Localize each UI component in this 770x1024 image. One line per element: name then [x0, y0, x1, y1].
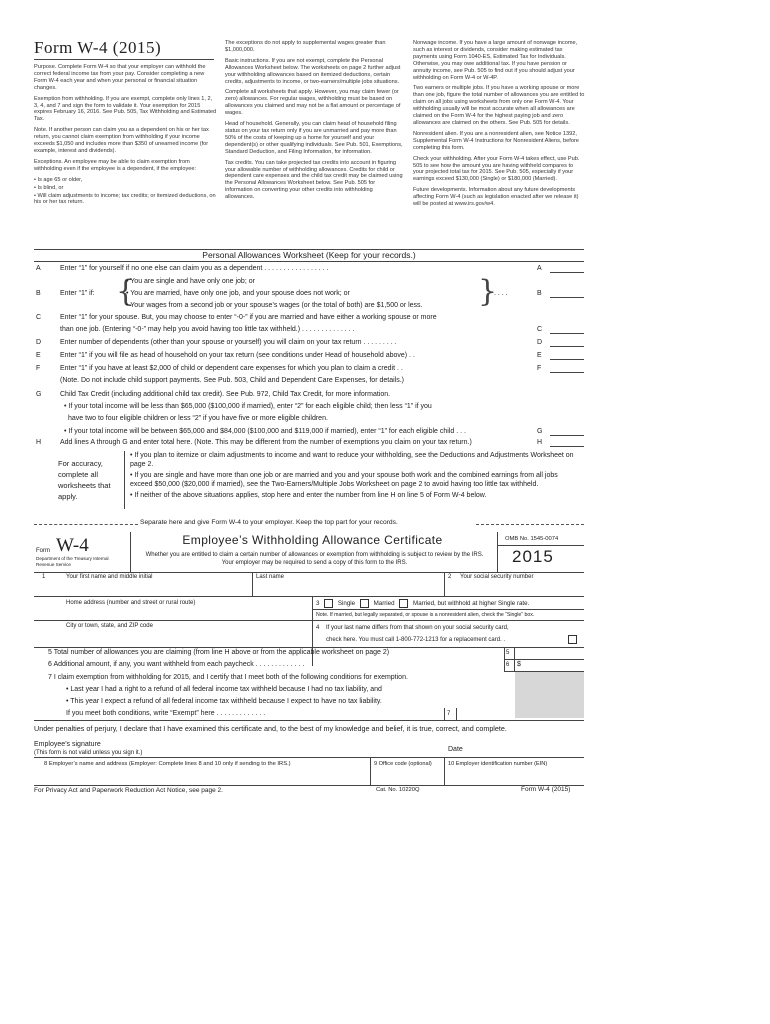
ws-letter-e: E — [36, 352, 41, 359]
line5-text: 5 Total number of allowances you are claiming (from line H above or from the applicable worksheet on page 2) — [48, 649, 390, 656]
signature-label-2: (This form is not valid unless you sign it.) — [34, 750, 143, 756]
ws-end-d: D — [537, 339, 543, 346]
ws-text-a: Enter “1” for yourself if no one else can claim you as a dependent . . . . . . . . . . . . . . . . . — [60, 265, 329, 272]
line7-bullet-2: • This year I expect a refund of all federal income tax withheld because I expect to have no tax liability. — [66, 698, 382, 705]
cert-subtitle: Whether you are entitled to claim a certain number of allowances or exemption from withholding is subject to review by the IRS. Your employer may be required to send a copy of this form to the IRS. — [145, 552, 484, 566]
ws-field-a[interactable] — [550, 272, 584, 273]
ws-end-a: A — [537, 265, 542, 272]
instr-check: Check your withholding. After your Form W-4 takes effect, use Pub. 505 to see how the amount you are having withheld compares to your projected total tax for 2015. See Pub. 505, especially if your earnings exceed $130,000 (Single) or $180,000 (Married). — [413, 155, 580, 183]
ws-text-g4: • If your total income will be between $65,000 and $84,000 ($100,000 and $119,000 if married), enter “1” for each eligible child . . . — [64, 428, 466, 435]
ws-field-g[interactable] — [550, 435, 584, 436]
line4-text1: If your last name differs from that shown on your social security card, — [326, 625, 509, 631]
ws-letter-d: D — [36, 339, 42, 346]
single-checkbox[interactable] — [324, 599, 333, 608]
ws-letter-b: B — [36, 290, 41, 297]
cert-year: 2015 — [512, 547, 554, 566]
line6-num: 6 — [506, 662, 510, 668]
line4-num: 4 — [316, 625, 320, 631]
instr-age: • Is age 65 or older, — [34, 176, 83, 183]
line3-row — [316, 599, 529, 608]
cert-title: Employee’s Withholding Allowance Certificate — [182, 533, 443, 547]
line1-rule — [34, 596, 584, 597]
address-rule — [34, 620, 584, 621]
ws-lead-b: Enter “1” if: — [60, 290, 95, 297]
line7-box-mid — [456, 708, 457, 720]
city-rule — [34, 647, 584, 648]
line4-text2: check here. You must call 1-800-772-1213 for a replacement card. . — [326, 637, 506, 643]
cert-form-label: Form — [36, 548, 50, 554]
instr-nonwage: Nonwage income. If you have a large amount of nonwage income, such as interest or dividends, consider making estimated tax payments using Form 1040-ES, Estimated Tax for Individuals. Otherwise, you may owe additional tax. If you have pension or annuity income, see Pub. 505 to find out if you should adjust your withholding on Form W-4 or W-4P. — [413, 40, 578, 81]
instr-claims: • Will claim adjustments to income; tax credits; or itemized deductions, on his or her tax return. — [34, 192, 216, 206]
instructions-column-1 — [34, 64, 218, 210]
allowances-input[interactable] — [516, 648, 582, 658]
line8-label: 8 Employer’s name and address (Employer: Complete lines 8 and 10 only if sending to the IRS.) — [44, 761, 291, 767]
line7-bullet-1: • Last year I had a right to a refund of all federal income tax withheld because I had no tax liability, and — [66, 686, 382, 693]
accuracy-bullet-1: • If you plan to itemize or claim adjustments to income and want to reduce your withholding, see the Deductions and Adjustments Worksheet on page 2. — [130, 452, 574, 468]
ws-text-c1: Enter “1” for your spouse. But, you may choose to enter “-0-” if you are married and have either a working spouse or more — [60, 314, 437, 321]
line7-text: 7 I claim exemption from withholding for 2015, and I certify that I meet both of the following conditions for exemption. — [48, 674, 408, 681]
ws-end-g: G — [537, 428, 543, 435]
footer-form-ref: Form W-4 (2015) — [521, 786, 571, 793]
signature-rule — [34, 757, 584, 758]
last-name-label: Last name — [256, 574, 285, 580]
line7-exempt-text: If you meet both conditions, write “Exempt” here . . . . . . . . . . . . . — [66, 710, 266, 717]
married-label: Married — [373, 600, 395, 608]
ws-text-f1: Enter “1” if you have at least $2,000 of child or dependent care expenses for which you plan to claim a credit . . — [60, 365, 403, 372]
married-higher-checkbox[interactable] — [399, 599, 408, 608]
accuracy-bullets — [130, 451, 582, 500]
form-title: Form W-4 (2015) — [34, 38, 162, 57]
instr-two-earners: Two earners or multiple jobs. If you have a working spouse or more than one job, figure the total number of allowances you are entitled to claim on all jobs using worksheets from only one Form W-4. Your withholding usually will be most accurate when all allowances are claimed on the Form W-4 for the highest paying job and zero allowances are claimed on the others. See Pub. 505 for details. — [413, 85, 585, 126]
ssn-input[interactable] — [448, 582, 582, 594]
instr-supplemental: The exceptions do not apply to supplemental wages greater than $1,000,000. — [225, 40, 386, 53]
accuracy-label: For accuracy, complete all worksheets that apply. — [58, 459, 111, 501]
ws-letter-f: F — [36, 365, 41, 372]
brace-right: } — [478, 274, 498, 309]
accuracy-bullet-2: • If you are single and have more than one job or are married and you and your spouse both work and the combined earnings from all jobs exceed $50,000 ($20,000 if married), see the Two-Earners/Multiple Jobs Worksheet on page 2 to avoid having too little tax withheld. — [130, 472, 558, 488]
single-label: Single — [337, 600, 356, 608]
ws-text-c2: than one job. (Entering “-0-” may help you avoid having too little tax withheld.) . . . . . . . . . . . . . . — [60, 326, 355, 333]
instr-purpose: Purpose. Complete Form W-4 so that your employer can withhold the correct federal income tax from your pay. Consider completing a new Form W-4 each year and when your personal or financial situation changes. — [34, 64, 206, 91]
line1-num: 1 — [42, 574, 46, 580]
brace-left: { — [116, 274, 136, 309]
ws-end-h: H — [537, 439, 543, 446]
line1-divider — [252, 572, 253, 596]
address-input[interactable] — [60, 608, 310, 620]
instructions-column-3 — [413, 40, 585, 212]
ws-text-g3: have two to four eligible children or less “2” if you have five or more eligible children. — [68, 415, 328, 422]
line3-note-rule — [312, 609, 584, 610]
cert-omb: OMB No. 1545-0074 — [505, 536, 559, 542]
perjury-statement: Under penalties of perjury, I declare that I have examined this certificate and, to the best of my knowledge and belief, it is true, correct, and complete. — [34, 724, 507, 733]
ws-line-b — [34, 276, 584, 312]
ws-field-c[interactable] — [550, 333, 584, 334]
instr-exemption: Exemption from withholding. If you are exempt, complete only lines 1, 2, 3, 4, and 7 and sign the form to validate it. Your exemption for 2015 expires February 16, 2016. See Pub. 505, Tax Withholding and Estimated Tax. — [34, 95, 217, 123]
accuracy-bracket — [124, 451, 125, 509]
married-higher-label: Married, but withhold at higher Single rate. — [413, 600, 530, 608]
instr-basic: Basic instructions. If you are not exempt, complete the Personal Allowances Worksheet below. The worksheets on page 2 further adjust your withholding allowances based on itemized deductions, certain credits, adjustments to income, or two-earners/multiple jobs situations. — [225, 57, 401, 85]
line7-num: 7 — [447, 711, 451, 717]
last-name-input[interactable] — [256, 582, 442, 594]
instr-worksheets: Complete all worksheets that apply. However, you may claim fewer (or zero) allowances. For regular wages, withholding must be based on allowances you claimed and may not be a flat amount or percentage of wages. — [225, 89, 401, 117]
cert-header-divider-right — [497, 532, 498, 572]
ws-bullet-b3: • Your wages from a second job or your spouse’s wages (or the total of both) are $1,500 or less. — [126, 302, 423, 309]
instructions-column-2 — [225, 40, 403, 205]
date-field[interactable] — [470, 742, 580, 756]
instr-exceptions: Exceptions. An employee may be able to claim exemption from withholding even if the employee is a dependent, if the employee: — [34, 158, 197, 172]
instr-tax-credits: Tax credits. You can take projected tax credits into account in figuring your allowable number of withholding allowances. Credits for child or dependent care expenses and the child tax credit may be claimed using the Personal Allowances Worksheet below. See Pub. 505 for information on converting your other credits into withholding allowances. — [225, 159, 403, 201]
office-code-input[interactable] — [374, 769, 440, 783]
city-label: City or town, state, and ZIP code — [66, 623, 153, 629]
worksheet-title-rule — [34, 261, 584, 262]
ws-letter-g: G — [36, 391, 42, 398]
line5-num: 5 — [506, 650, 510, 656]
ws-end-c: C — [537, 326, 543, 333]
line3-num: 3 — [316, 600, 320, 608]
footer-privacy: For Privacy Act and Paperwork Reduction Act Notice, see page 2. — [34, 787, 223, 794]
line7-box-left — [444, 708, 445, 720]
employer-rule — [34, 785, 584, 786]
separator-dash-right — [476, 524, 584, 525]
ws-field-f[interactable] — [550, 372, 584, 373]
ws-end-e: E — [537, 352, 542, 359]
first-name-input[interactable] — [60, 582, 250, 594]
line2-label: Your social security number — [460, 574, 534, 580]
signature-field[interactable] — [160, 740, 440, 756]
ws-field-h[interactable] — [550, 446, 584, 447]
signature-label-1: Employee’s signature — [34, 741, 101, 748]
ws-bullet-b1: • You are single and have only one job; or — [126, 278, 255, 285]
line6-text: 6 Additional amount, if any, you want withheld from each paycheck . . . . . . . . . . . . . — [48, 661, 305, 668]
instr-note: Note. If another person can claim you as a dependent on his or her tax return, you cannot claim exemption from withholding if your income exceeds $1,050 and includes more than $350 of unearned income (for example, interest and dividends). — [34, 127, 209, 154]
cert-omb-rule — [497, 545, 584, 546]
ws-text-e: Enter “1” if you will file as head of household on your tax return (see conditions under Head of household above) . . — [60, 352, 415, 359]
employer-input[interactable] — [44, 769, 364, 783]
ws-text-f2: (Note. Do not include child support payments. See Pub. 503, Child and Dependent Care Expenses, for details.) — [60, 377, 404, 384]
line7-shaded-area — [515, 672, 584, 718]
separator-text: Separate here and give Form W-4 to your employer. Keep the top part for your records. — [140, 519, 398, 526]
footer-cat: Cat. No. 10220Q — [376, 787, 420, 793]
line10-label: 10 Employer identification number (EIN) — [448, 761, 548, 767]
ws-text-d: Enter number of dependents (other than your spouse or yourself) you will claim on your tax return . . . . . . . . . — [60, 339, 397, 346]
ws-text-g2: • If your total income will be less than $65,000 ($100,000 if married), enter “2” for each eligible child; then less “1” if you — [64, 403, 432, 410]
ein-input[interactable] — [448, 769, 582, 783]
ws-bullet-b2: • You are married, have only one job, and your spouse does not work; or — [126, 290, 350, 297]
ws-dots-b: . . . . — [494, 290, 508, 297]
instr-future: Future developments. Information about any future developments affecting Form W-4 (such as legislation enacted after we release it) will be posted at www.irs.gov/w4. — [413, 187, 579, 208]
line1-label: Your first name and middle initial — [66, 574, 153, 580]
line9-label: 9 Office code (optional) — [374, 761, 432, 767]
ws-letter-c: C — [36, 314, 42, 321]
ws-letter-a: A — [36, 265, 41, 272]
separator-dash-left — [34, 524, 138, 525]
cert-form-number: W-4 — [56, 535, 89, 556]
instr-blind: • Is blind, or — [34, 184, 64, 191]
name-differs-checkbox[interactable] — [568, 635, 577, 644]
married-checkbox[interactable] — [360, 599, 369, 608]
exempt-input[interactable] — [458, 709, 514, 719]
ws-field-b[interactable] — [550, 297, 584, 298]
cert-dept: Department of the Treasury Internal Revenue Service — [36, 556, 109, 567]
city-input[interactable] — [60, 632, 310, 646]
ws-field-d[interactable] — [550, 346, 584, 347]
line7-rule — [34, 720, 584, 721]
ws-end-f: F — [537, 365, 542, 372]
line6-dollar: $ — [517, 661, 521, 668]
ws-text-g1: Child Tax Credit (including additional child tax credit). See Pub. 972, Child Tax Credit, for more information. — [60, 391, 391, 398]
ws-end-b: B — [537, 290, 542, 297]
address-label: Home address (number and street or rural route) — [66, 600, 196, 606]
line9-divider — [370, 757, 371, 785]
line3-note: Note. If married, but legally separated, or spouse is a nonresident alien, check the “Single” box. — [316, 612, 535, 618]
ws-text-h: Add lines A through G and enter total here. (Note. This may be different from the number of exemptions you claim on your tax return.) — [60, 439, 472, 446]
ws-letter-h: H — [36, 439, 42, 446]
line10-divider — [444, 757, 445, 785]
line2-divider — [444, 572, 445, 596]
instr-nonresident: Nonresident alien. If you are a nonresident alien, see Notice 1392, Supplemental Form W-4 Instructions for Nonresident Aliens, before completing this form. — [413, 130, 579, 151]
title-rule — [34, 59, 214, 60]
instr-head-household: Head of household. Generally, you can claim head of household filing status on your tax return only if you are unmarried and pay more than 50% of the costs of keeping up a home for yourself and your dependent(s) or other qualifying individuals. See Pub. 501, Exemptions, Standard Deduction, and Filing Information, for information. — [225, 121, 403, 155]
cert-header-rule — [34, 572, 584, 573]
accuracy-bullet-3: • If neither of the above situations applies, stop here and enter the number from line H on line 5 of Form W-4 below. — [130, 492, 487, 499]
worksheet-title: Personal Allowances Worksheet (Keep for your records.) — [202, 250, 416, 260]
ws-field-e[interactable] — [550, 359, 584, 360]
additional-amount-input[interactable] — [524, 660, 582, 670]
date-label: Date — [448, 746, 463, 753]
line2-num: 2 — [448, 574, 452, 580]
